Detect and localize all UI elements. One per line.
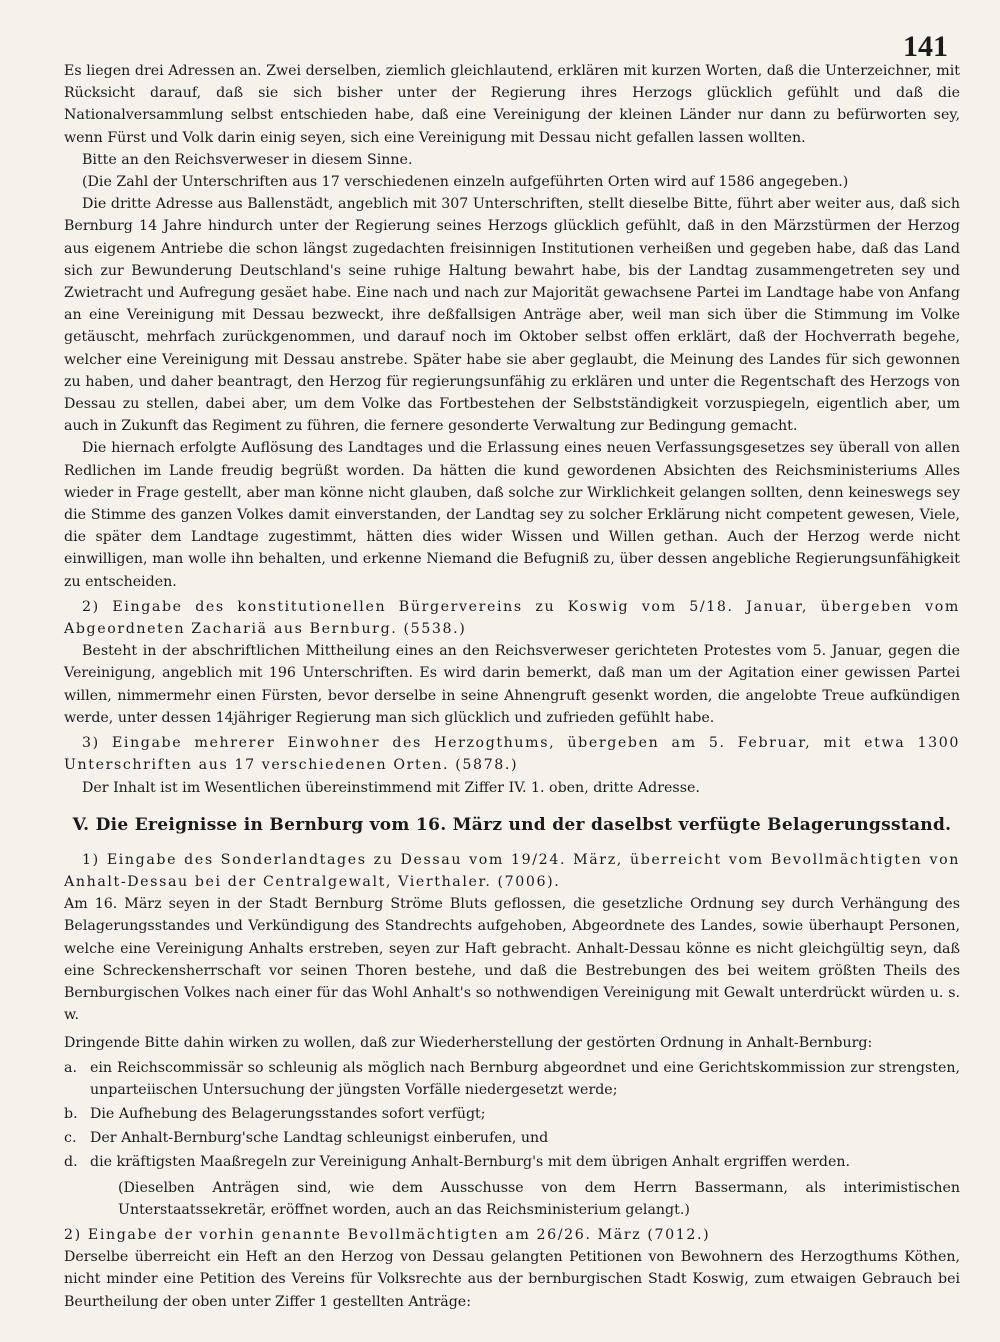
item-3-text: Der Inhalt ist im Wesentlichen übereinstimmend mit Ziffer IV. 1. oben, dritte Adresse. (82, 779, 700, 796)
paragraph-request: Bitte an den Reichsverweser in diesem Sinne. (82, 151, 413, 168)
list-text: Die Aufhebung des Belagerungsstandes sofort verfügt; (90, 1105, 486, 1122)
v2-text: Derselbe überreicht ein Heft an den Herzog von Dessau gelangten Petitionen von Bewohnern des Herzogthums Köthen, nicht minder eine Petition des Vereins für Volksrechte aus der bernburgischen Stadt Koswig, zum etwaigen Gebrauch bei Beurtheilung der oben unter Ziffer 1 gestellten Anträge: (64, 1249, 960, 1310)
paragraph-signature-count: (Die Zahl der Unterschriften aus 17 verschiedenen einzeln aufgeführten Orten wird auf 1586 angegeben.) (82, 174, 849, 191)
v1-title: 1) Eingabe des Sonderlandtages zu Dessau vom 19/24. März, überreicht vom Bevollmächtigten von Anhalt-Dessau bei der Centralgewalt, Vierthaler. (7006). (64, 851, 960, 890)
item-2-title: 2) Eingabe des konstitutionellen Bürgervereins zu Koswig vom 5/18. Januar, übergeben vom Abgeordneten Zachariä aus Bernburg. (5538.) (64, 598, 960, 638)
v2-title: 2) Eingabe der vorhin genannte Bevollmächtigten am 26/26. März (7012.) (64, 1226, 711, 1243)
v1-request: Dringende Bitte dahin wirken zu wollen, daß zur Wiederherstellung der gestörten Ordnung in Anhalt-Bernburg: (64, 1035, 873, 1052)
v1-note: (Dieselben Anträgen sind, wie dem Ausschusse von dem Herrn Bassermann, als interimistischen Unterstaatssekretär, eröffnet worden, auch an das Reichsministerium gelangt.) (118, 1179, 960, 1218)
list-text: die kräftigsten Maaßregeln zur Vereinigung Anhalt-Bernburg's mit dem übrigen Anhalt ergriffen werden. (90, 1154, 851, 1171)
list-item (64, 1127, 960, 1149)
v1-text: Am 16. März seyen in der Stadt Bernburg Ströme Bluts geflossen, die gesetzliche Ordnung sey durch Verhängung des Belagerungsstandes und Verkündigung des Standrechts aufgehoben, Abgeordnete des Landes, sowie überhaupt Personen, welche eine Vereinigung Anhalts erstreben, seyen zur Haft gebracht. Anhalt-Dessau könne es nicht gleichgültig seyn, daß eine Schreckensherrschaft vor seinen Thoren bestehe, und daß die Bestrebungen des bei weitem größten Theils des Bernburgischen Volkes nach einer für das Wohl Anhalt's so nothwendigen Vereinigung mit Gewalt unterdrückt würden u. s. w. (64, 896, 960, 1024)
list-item (64, 1103, 960, 1125)
v1-request-list (64, 1057, 960, 1174)
paragraph-addresses: Es liegen drei Adressen an. Zwei derselben, ziemlich gleichlautend, erklären mit kurzen Worten, daß die Unterzeichner, mit Rücksicht darauf, daß sie sich bisher unter der Regierung ihres Herzogs glücklich gefühlt und daß die Nationalversammlung selbst entschieden habe, daß eine Vereinigung der kleinen Länder nur dann zu befürworten sey, wenn Fürst und Volk darin einig seyen, sich eine Vereinigung mit Dessau nicht gefallen lassen wollten. (64, 63, 960, 146)
list-text: ein Reichscommissär so schleunig als möglich nach Bernburg abgeordnet und eine Gerichtskommission zur strengsten, unparteiischen Untersuchung der jüngsten Vorfälle niedergesetzt werde; (90, 1059, 960, 1098)
section-v-heading: V. Die Ereignisse in Bernburg vom 16. März und der daselbst verfügte Belagerungsstand. (72, 814, 952, 835)
list-item (64, 1151, 960, 1173)
paragraph-third-address: Die dritte Adresse aus Ballenstädt, angeblich mit 307 Unterschriften, stellt dieselbe Bitte, führt aber weiter aus, daß sich Bernburg 14 Jahre hindurch unter der Regierung seines Herzogs glücklich gefühlt, daß in den Märzstürmen der Herzog aus eigenem Antriebe die schon längst zugedachten freisinnigen Institutionen verheißen und gegeben habe, daß das Land sich zur Bewunderung Deutschland's seine ruhige Haltung bewahrt habe, bis der Landtag zusammengetreten sey und Zwietracht und Aufregung gesäet habe. Eine nach und nach zur Majorität gewachsene Partei im Landtage habe von Anfang an eine Vereinigung mit Dessau bezweckt, ihre deßfallsigen Anträge aber, weil man sich über die Stimmung im Volke getäuscht, mehrfach zurückgenommen, und darauf noch im Oktober selbst offen erklärt, daß der Hochverrath begehe, welcher eine Vereinigung mit Dessau anstrebe. Später habe sie aber geglaubt, die Meinung des Landes für sich gewonnen zu haben, und daher beantragt, den Herzog für regierungsunfähig zu erklären und unter die Regentschaft des Herzogs von Dessau zu stellen, dabei aber, um dem Volke das Fortbestehen der Selbstständigkeit vorzuspiegeln, eigentlich aber, um auch in Zukunft das Regiment zu führen, die fernere gesonderte Verwaltung zur Bedingung gemacht. (64, 196, 960, 435)
list-marker: c. (64, 1130, 77, 1147)
page-number: 141 (903, 30, 948, 63)
list-marker: d. (64, 1154, 78, 1171)
item-2-text: Besteht in der abschriftlichen Mittheilung eines an den Reichsverweser gerichteten Protestes vom 5. Januar, gegen die Vereinigung, angeblich mit 196 Unterschriften. Es wird darin bemerkt, daß man um der Agitation einer gewissen Partei willen, nimmermehr einen Fürsten, bevor derselbe in seine Ahnengruft gesenkt worden, die angelobte Treue aufkündigen werde, unter dessen 14jähriger Regierung man sich glücklich und zufrieden gefühlt habe. (64, 643, 960, 726)
paragraph-dissolution: Die hiernach erfolgte Auflösung des Landtages und die Erlassung eines neuen Verfassungsgesetzes sey überall von allen Redlichen im Lande freudig begrüßt worden. Da hätten die kund gewordenen Absichten des Reichsministeriums Alles wieder in Frage gestellt, aber man könne nicht glauben, daß solche zur Wirklichkeit gelangen sollten, denn keineswegs sey die Stimme des ganzen Volkes damit einverstanden, der Landtag sey zu solcher Erklärung nicht competent gewesen, Viele, die später dem Landtage zugestimmt, hätten dies wider Wissen und Willen gethan. Auch der Herzog werde nicht einwilligen, man wolle ihn behalten, und erkenne Niemand die Befugniß zu, über dessen angebliche Regierungsunfähigkeit zu entscheiden. (64, 440, 960, 590)
list-marker: a. (64, 1059, 77, 1076)
list-text: Der Anhalt-Bernburg'sche Landtag schleunigst einberufen, und (90, 1130, 549, 1147)
list-marker: b. (64, 1105, 78, 1122)
list-item (64, 1057, 960, 1101)
item-3-title: 3) Eingabe mehrerer Einwohner des Herzogthums, übergeben am 5. Februar, mit etwa 1300 Unterschriften aus 17 verschiedenen Orten. (5878.) (64, 735, 960, 774)
